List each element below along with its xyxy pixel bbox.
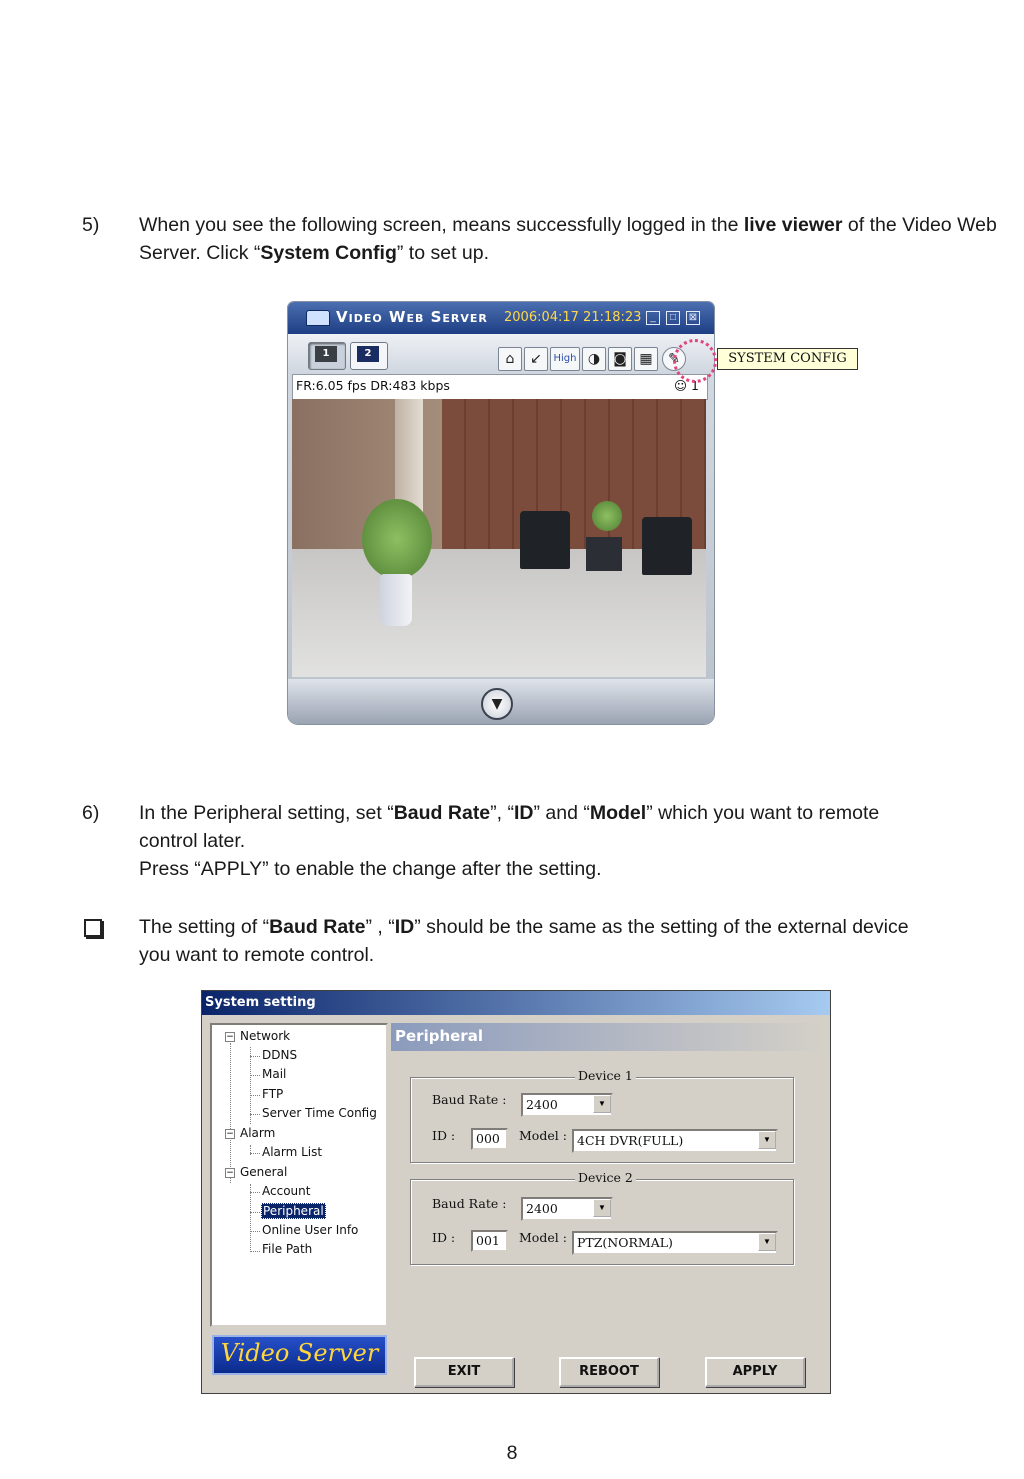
baud-rate-label: Baud Rate : bbox=[432, 1092, 507, 1107]
step-6-apply-instruction: Press “APPLY” to enable the change after the setting. bbox=[139, 858, 602, 880]
tree-connector bbox=[250, 1075, 260, 1076]
channel-2-button[interactable] bbox=[350, 342, 388, 370]
tree-connector bbox=[250, 1192, 260, 1193]
step-6-number: 6) bbox=[82, 802, 100, 824]
plant-left bbox=[362, 499, 432, 579]
step-5-text bbox=[139, 211, 999, 267]
viewer-datetime: 2006:04:17 21:18:23 bbox=[504, 310, 642, 325]
step-5-bold-live-viewer: live viewer bbox=[743, 214, 843, 236]
note-text-part: ” , “ bbox=[365, 916, 395, 938]
tree-connector bbox=[250, 1231, 260, 1232]
minimize-icon[interactable]: _ bbox=[646, 311, 660, 325]
tree-item-online-user-info[interactable]: Online User Info bbox=[262, 1223, 359, 1237]
note-text bbox=[139, 913, 919, 969]
step-5-text-part: ” to set up. bbox=[396, 242, 490, 264]
device-1-baud-rate-value: 2400 bbox=[526, 1097, 558, 1112]
network-icon[interactable]: ⌂ bbox=[498, 347, 522, 371]
device-1-model-select[interactable] bbox=[572, 1129, 778, 1153]
step-6-text-part: ” and “ bbox=[533, 802, 590, 824]
tree-connector bbox=[250, 1056, 260, 1057]
step-6-bold-baud-rate: Baud Rate bbox=[393, 802, 491, 824]
device-1-baud-rate-select[interactable] bbox=[521, 1093, 613, 1117]
step-6-text-part: ”, “ bbox=[490, 802, 514, 824]
settings-tree bbox=[210, 1023, 388, 1327]
note-bold-id: ID bbox=[394, 916, 415, 938]
tree-item-alarm[interactable]: Alarm bbox=[240, 1126, 276, 1140]
page-number: 8 bbox=[506, 1442, 518, 1464]
tree-connector bbox=[250, 1212, 260, 1213]
expand-down-icon[interactable]: ▼ bbox=[481, 688, 513, 720]
user-icon: ☺ bbox=[674, 378, 688, 393]
contrast-icon[interactable]: ◑ bbox=[582, 347, 606, 371]
tree-connector bbox=[250, 1095, 260, 1096]
camera-video-feed bbox=[292, 399, 706, 677]
id-label: ID : bbox=[432, 1230, 456, 1245]
step-6-text-part: In the Peripheral setting, set “ bbox=[139, 802, 394, 824]
stream-status-bar bbox=[292, 374, 708, 400]
side-table bbox=[586, 537, 622, 571]
record-icon[interactable]: ▦ bbox=[634, 347, 658, 371]
snapshot-icon[interactable]: ◙ bbox=[608, 347, 632, 371]
tree-connector bbox=[250, 1047, 251, 1124]
tree-connector bbox=[230, 1043, 231, 1183]
step-6-bold-model: Model bbox=[589, 802, 647, 824]
model-label: Model : bbox=[519, 1230, 567, 1245]
baud-rate-label: Baud Rate : bbox=[432, 1196, 507, 1211]
tree-connector bbox=[250, 1184, 251, 1252]
device-1-id-field[interactable]: 000 bbox=[471, 1128, 508, 1150]
channel-2-label: 2 bbox=[357, 346, 379, 362]
system-setting-title: System setting bbox=[205, 995, 316, 1010]
plant-table bbox=[592, 501, 622, 531]
quality-high-icon[interactable]: High bbox=[550, 347, 580, 371]
video-server-logo bbox=[212, 1335, 387, 1375]
monitor-icon bbox=[306, 310, 330, 326]
system-config-callout: SYSTEM CONFIG bbox=[717, 348, 858, 370]
model-label: Model : bbox=[519, 1128, 567, 1143]
viewer-title: Video Web Server bbox=[336, 308, 488, 326]
step-5-number: 5) bbox=[82, 214, 100, 236]
device-1-label: Device 1 bbox=[575, 1068, 636, 1083]
online-users-value: 1 bbox=[691, 378, 699, 393]
note-text-part: The setting of “ bbox=[139, 916, 270, 938]
device-1-model-value: 4CH DVR(FULL) bbox=[577, 1133, 684, 1148]
tree-item-alarm-list[interactable]: Alarm List bbox=[262, 1145, 323, 1159]
channel-1-label: 1 bbox=[315, 346, 337, 362]
device-2-id-field[interactable]: 001 bbox=[471, 1230, 508, 1252]
device-2-model-value: PTZ(NORMAL) bbox=[577, 1235, 673, 1250]
step-5-bold-system-config: System Config bbox=[260, 242, 397, 264]
collapse-icon[interactable]: − bbox=[226, 1168, 234, 1178]
tree-item-account[interactable]: Account bbox=[262, 1184, 311, 1198]
tree-item-peripheral[interactable]: Peripheral bbox=[263, 1204, 324, 1218]
system-config-icon[interactable]: ✎ bbox=[662, 347, 686, 371]
maximize-icon[interactable]: □ bbox=[666, 311, 680, 325]
chevron-down-icon[interactable]: ▼ bbox=[758, 1233, 776, 1251]
chevron-down-icon[interactable]: ▼ bbox=[593, 1095, 611, 1113]
apply-button[interactable]: APPLY bbox=[705, 1357, 805, 1387]
device-2-label: Device 2 bbox=[575, 1170, 636, 1185]
note-text-part: ” should be the same as the setting of the external device you want to remote control. bbox=[139, 916, 909, 966]
close-icon[interactable]: ⊠ bbox=[686, 311, 700, 325]
device-2-group bbox=[410, 1170, 794, 1265]
step-5-text-part: When you see the following screen, means successfully logged in the bbox=[139, 214, 744, 236]
step-6-text bbox=[139, 799, 939, 883]
system-setting-title-bar bbox=[202, 991, 830, 1015]
tree-item-mail[interactable]: Mail bbox=[262, 1067, 287, 1081]
tree-item-general[interactable]: General bbox=[240, 1165, 288, 1179]
step-5-text-part: of the Video Web Server. Click “ bbox=[139, 214, 997, 264]
tree-item-ftp[interactable]: FTP bbox=[262, 1087, 284, 1101]
system-setting-window bbox=[201, 990, 831, 1394]
device-1-group bbox=[410, 1068, 794, 1163]
checkbox-bullet-icon bbox=[84, 919, 102, 937]
live-viewer-window bbox=[288, 302, 714, 724]
viewer-toolbar bbox=[288, 334, 714, 374]
resize-icon[interactable]: ↙ bbox=[524, 347, 548, 371]
tree-item-ddns[interactable]: DDNS bbox=[262, 1048, 298, 1062]
viewer-bottom-bar bbox=[288, 679, 714, 724]
section-title: Peripheral bbox=[395, 1027, 483, 1045]
tree-connector bbox=[250, 1153, 260, 1154]
viewer-title-bar bbox=[288, 302, 714, 334]
section-header bbox=[391, 1023, 823, 1051]
chevron-down-icon[interactable]: ▼ bbox=[758, 1131, 776, 1149]
device-2-baud-rate-value: 2400 bbox=[526, 1201, 558, 1216]
stream-status: FR:6.05 fps DR:483 kbps bbox=[296, 378, 450, 393]
tree-item-file-path[interactable]: File Path bbox=[262, 1242, 313, 1256]
tree-item-network[interactable]: Network bbox=[240, 1029, 291, 1043]
exit-button[interactable]: EXIT bbox=[414, 1357, 514, 1387]
id-label: ID : bbox=[432, 1128, 456, 1143]
tree-connector bbox=[250, 1114, 260, 1115]
reboot-button[interactable]: REBOOT bbox=[559, 1357, 659, 1387]
chair-right bbox=[642, 517, 692, 575]
chevron-down-icon[interactable]: ▼ bbox=[593, 1199, 611, 1217]
channel-1-button[interactable] bbox=[308, 342, 346, 370]
note-bold-baud-rate: Baud Rate bbox=[269, 916, 366, 938]
collapse-icon[interactable]: − bbox=[226, 1129, 234, 1139]
step-6-bold-id: ID bbox=[513, 802, 534, 824]
system-config-highlight bbox=[673, 339, 717, 383]
tree-item-server-time-config[interactable]: Server Time Config bbox=[262, 1106, 377, 1120]
collapse-icon[interactable]: − bbox=[226, 1032, 234, 1042]
device-2-baud-rate-select[interactable] bbox=[521, 1197, 613, 1221]
pot-left bbox=[380, 574, 412, 626]
step-6-text-part: ” which you want to remote control later. bbox=[139, 802, 880, 852]
tree-connector bbox=[250, 1251, 260, 1252]
device-2-model-select[interactable] bbox=[572, 1231, 778, 1255]
video-server-logo-text: Video Server bbox=[220, 1339, 379, 1367]
chair-left bbox=[520, 511, 570, 569]
